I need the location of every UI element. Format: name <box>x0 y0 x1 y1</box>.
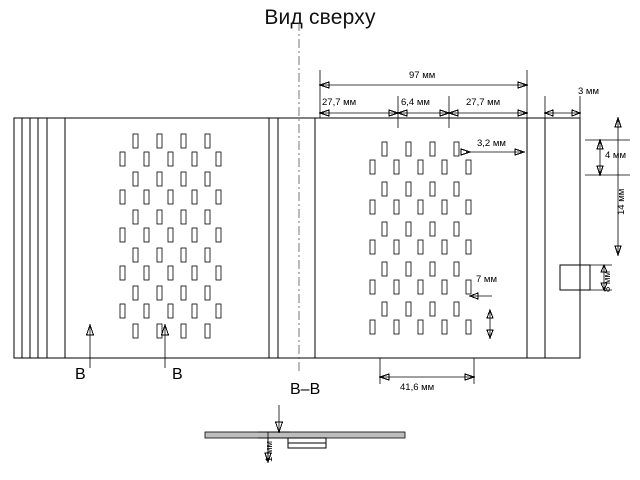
dim-vertical-pitch: 4 мм <box>605 150 626 161</box>
dimension-lines-top <box>320 70 580 128</box>
left-hole-field <box>120 134 221 338</box>
dim-block-height: 14 мм <box>616 188 627 215</box>
section-arrows <box>87 325 169 368</box>
dim-slot-height: 8 мм <box>602 271 613 292</box>
dim-field-width: 41,6 мм <box>400 382 435 393</box>
section-view-label: B–B <box>290 381 321 398</box>
dim-total-width: 97 мм <box>409 70 436 81</box>
dim-right-margin: 27,7 мм <box>466 97 501 108</box>
dimension-lines-bottom <box>380 358 474 384</box>
section-view-bb <box>205 405 405 462</box>
dim-hole-width: 3,2 мм <box>477 138 506 149</box>
body-outline <box>14 118 590 358</box>
right-hole-field <box>370 142 471 334</box>
dim-left-margin: 27,7 мм <box>322 97 357 108</box>
dim-thickness: 1 мм <box>264 441 275 462</box>
dim-center-gap: 6,4 мм <box>401 97 430 108</box>
page-title: Вид сверху <box>264 6 376 29</box>
section-mark-right: B <box>172 366 183 383</box>
dim-hole-pitch: 7 мм <box>476 274 497 285</box>
section-mark-left: B <box>75 366 86 383</box>
dim-edge-offset: 3 мм <box>578 86 599 97</box>
